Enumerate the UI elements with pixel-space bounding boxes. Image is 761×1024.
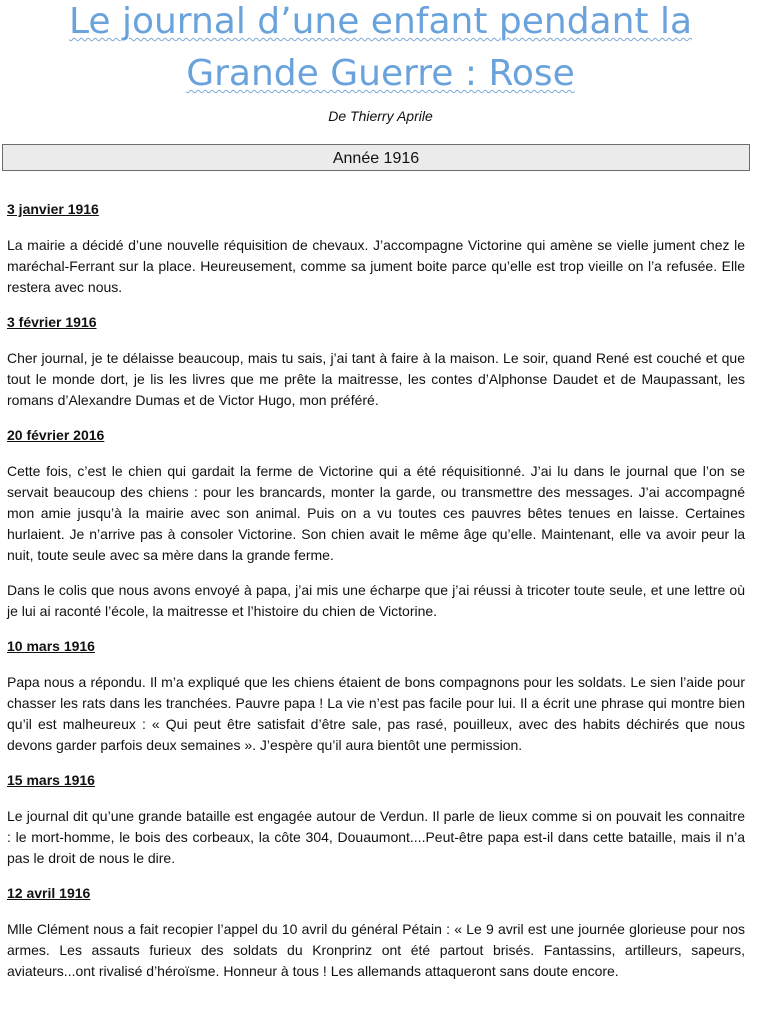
journal-entries <box>7 199 745 996</box>
entry-paragraph: Le journal dit qu’une grande bataille est engagée autour de Verdun. Il parle de lieux comme si on pouvait les connaitre : le mort-homme, le bois des corbeaux, la côte 304, Douaumont....Peut-être papa est-il dans cette bataille, mais il n’a pas le droit de nous le dire. <box>7 808 745 866</box>
entry-paragraph: Mlle Clément nous a fait recopier l’appel du 10 avril du général Pétain : « Le 9 avril est une journée glorieuse pour nos armes. Les assauts furieux des soldats du Kronprinz ont été partout brisés. Fantassins, artilleurs, sapeurs, aviateurs...ont rivalisé d’héroïsme. Honneur à tous ! Les allemands attaqueront sans doute encore. <box>7 921 745 979</box>
journal-entry <box>7 883 745 982</box>
entry-date: 15 mars 1916 <box>7 772 95 788</box>
entry-paragraph: Cher journal, je te délaisse beaucoup, mais tu sais, j’ai tant à faire à la maison. Le soir, quand René est couché et que tout le monde dort, je lis les livres que me prête la maitresse, les contes d’Alphonse Daudet et de Maupassant, les romans d’Alexandre Dumas et de Victor Hugo, mon préféré. <box>7 350 745 408</box>
journal-entry <box>7 425 745 622</box>
author-line: De Thierry Aprile <box>328 108 433 124</box>
entry-paragraph: La mairie a décidé d’une nouvelle réquisition de chevaux. J’accompagne Victorine qui amène se vielle jument chez le maréchal-Ferrant sur la place. Heureusement, comme sa jument boite parce qu’elle est trop vieille on l’a refusée. Elle restera avec nous. <box>7 237 745 295</box>
journal-entry <box>7 636 745 756</box>
entry-date: 20 février 2016 <box>7 427 105 443</box>
entry-paragraph: Papa nous a répondu. Il m’a expliqué que les chiens étaient de bons compagnons pour les soldats. Le sien l’aide pour chasser les rats dans les tranchées. Pauvre papa ! La vie n’est pas facile pour lui. Il a écrit une phrase qui montre bien qu’il est malheureux : « Qui peut être satisfait d’être sale, pas rasé, pouilleux, avec des habits déchirés que nous devons garder parfois deux semaines ». J’espère qu’il aura bientôt une permission. <box>7 674 745 753</box>
entry-date: 10 mars 1916 <box>7 638 95 654</box>
entry-date: 3 janvier 1916 <box>7 201 99 217</box>
entry-date: 3 février 1916 <box>7 314 97 330</box>
document-title-line-2: Grande Guerre : Rose <box>186 53 575 94</box>
journal-entry <box>7 199 745 298</box>
document-title-line-1: Le journal d’une enfant pendant la <box>68 1 693 42</box>
entry-paragraph: Dans le colis que nous avons envoyé à papa, j’ai mis une écharpe que j’ai réussi à tricoter toute seule, et une lettre où je lui ai raconté l’école, la maitresse et l’histoire du chien de Victorine. <box>7 582 745 619</box>
year-header: Année 1916 <box>2 144 750 171</box>
entry-paragraph: Cette fois, c’est le chien qui gardait la ferme de Victorine qui a été réquisitionné. J’ai lu dans le journal que l’on se servait beaucoup des chiens : pour les brancards, monter la garde, ou transmettre des messages. J’ai accompagné mon amie jusqu’à la mairie avec son animal. Puis on a vu toutes ces pauvres bêtes tenues en laisse. Certaines hurlaient. Je n’arrive pas à consoler Victorine. Son chien avait le même âge qu’elle. Maintenant, elle va avoir peur la nuit, toute seule avec sa mère dans la grande ferme. <box>7 463 745 563</box>
journal-entry <box>7 312 745 411</box>
journal-entry <box>7 770 745 869</box>
entry-date: 12 avril 1916 <box>7 885 91 901</box>
